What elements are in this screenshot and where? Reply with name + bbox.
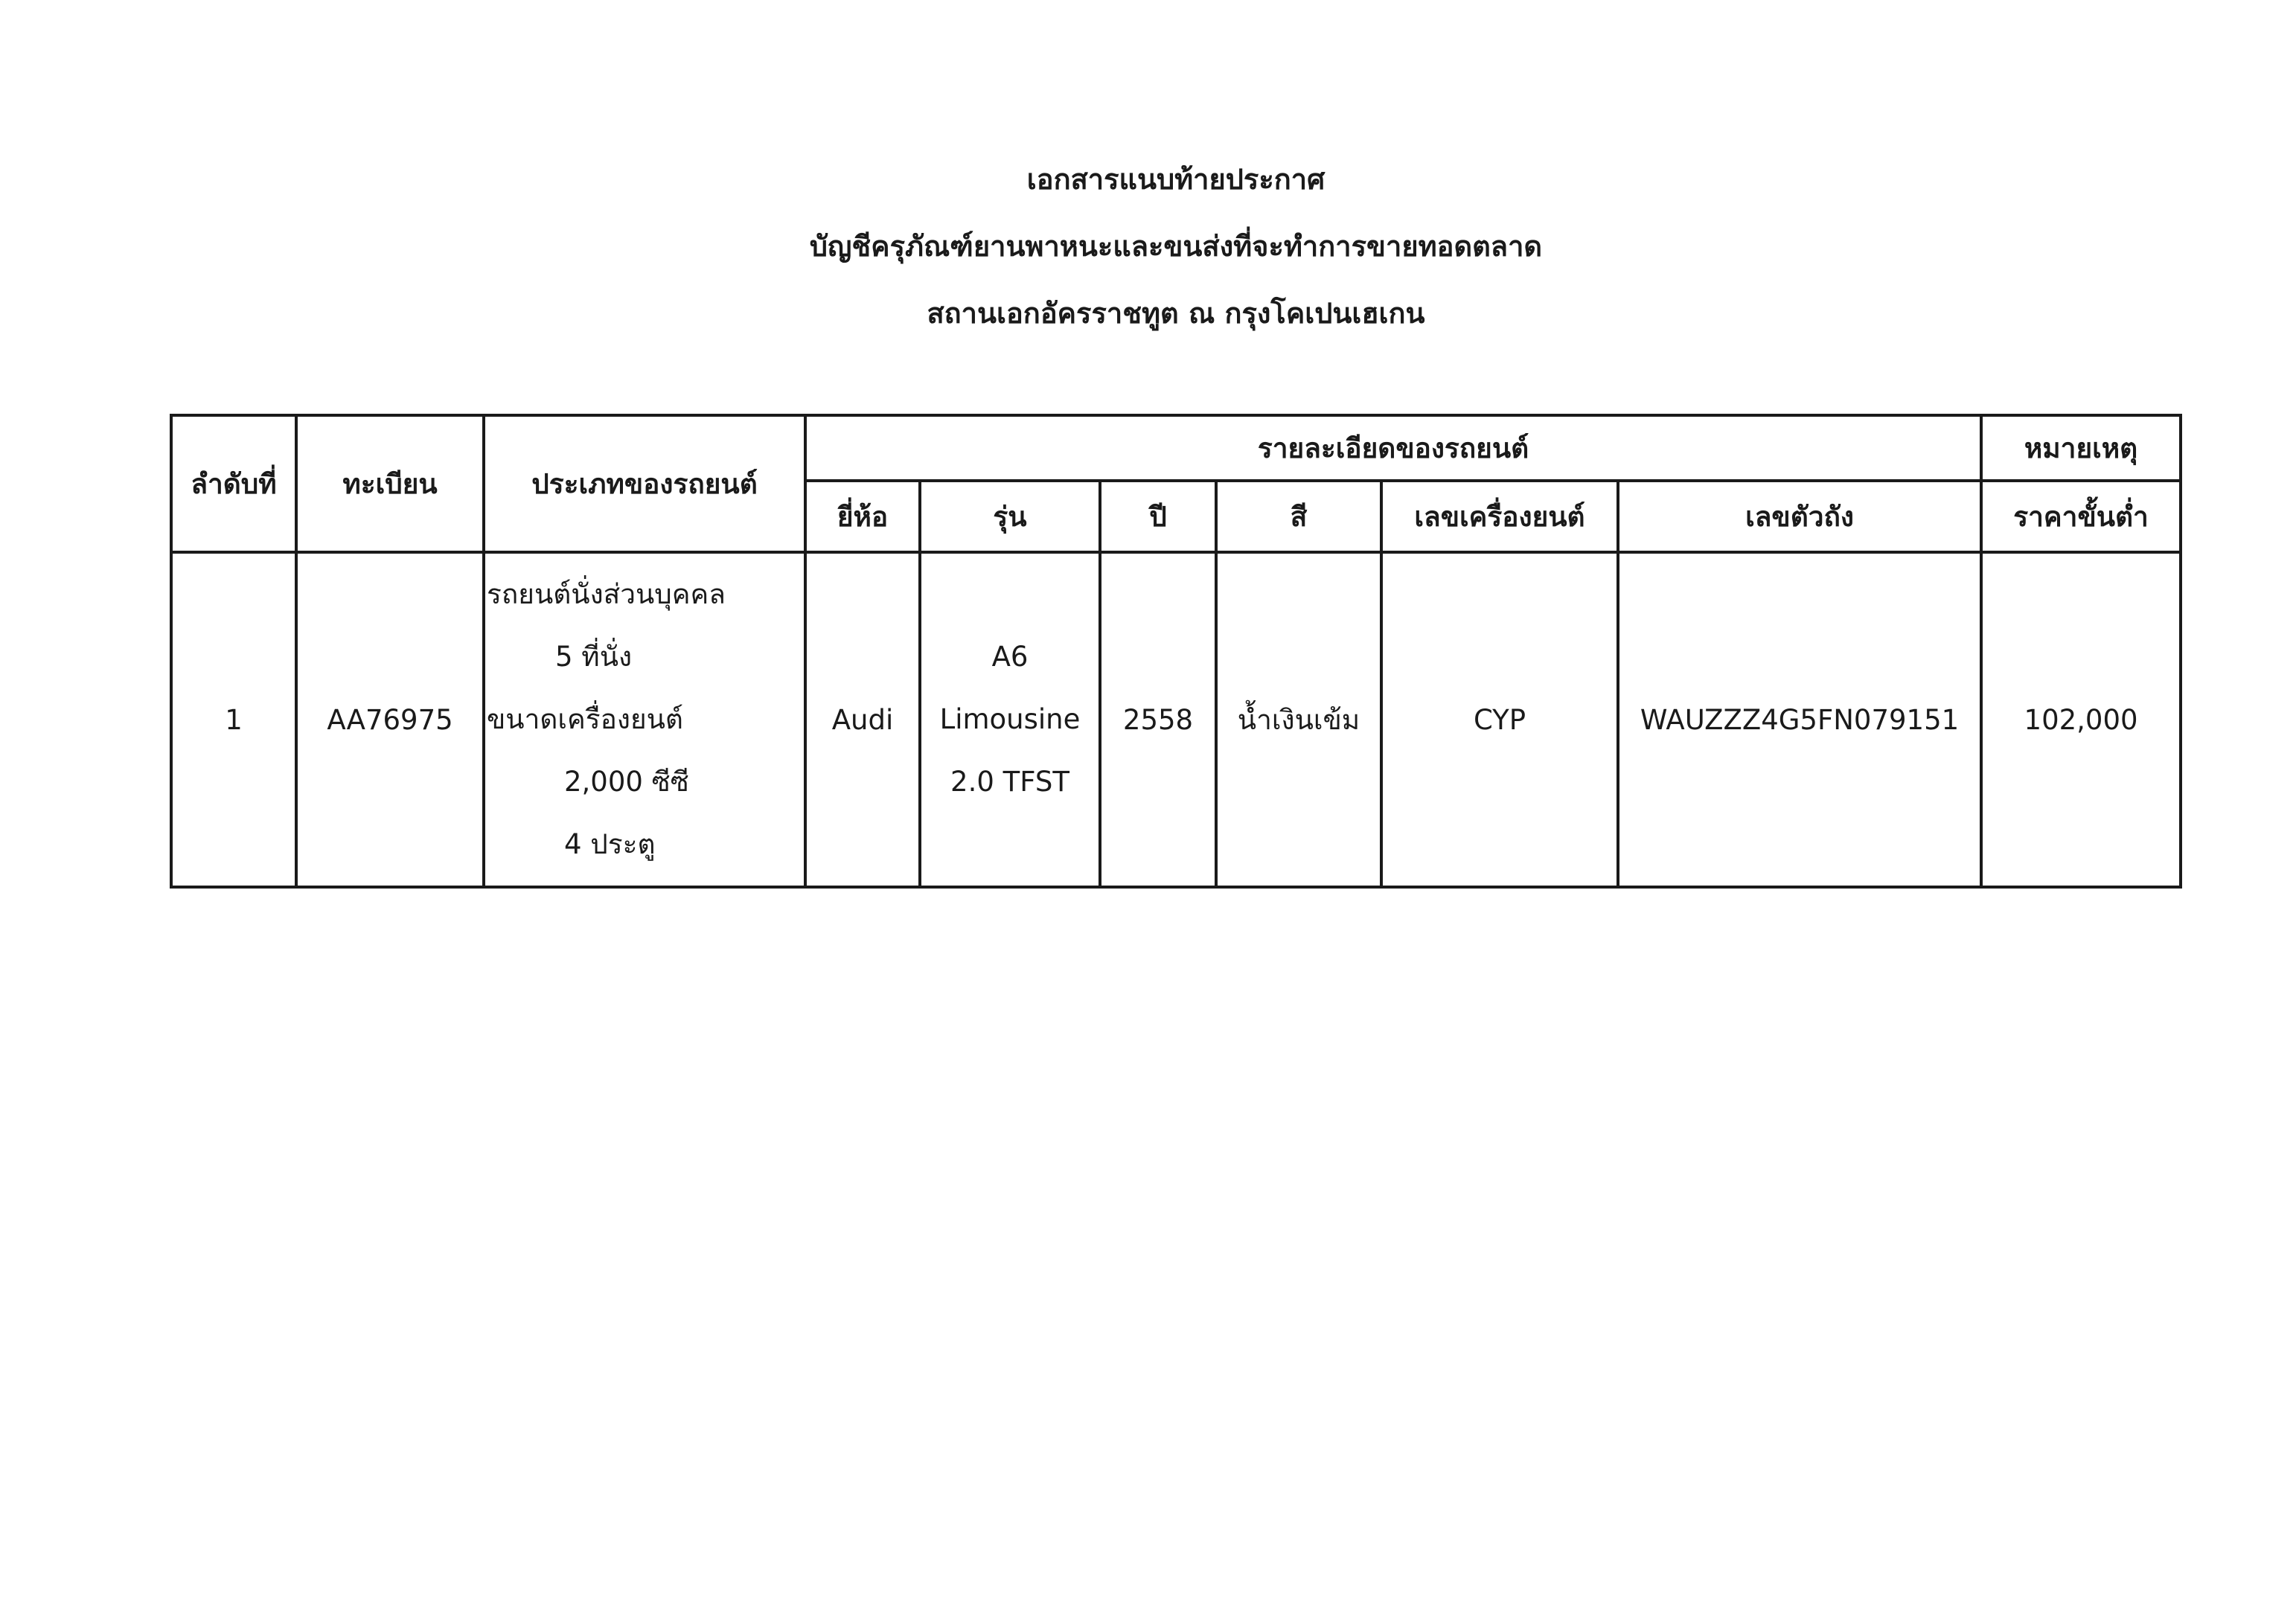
header-no: ลำดับที่: [171, 415, 296, 552]
header-min-price: ราคาขั้นต่ำ: [1981, 481, 2181, 552]
header-color: สี: [1216, 481, 1381, 552]
model-line: Limousine: [939, 703, 1081, 735]
cell-engine-no: CYP: [1381, 552, 1618, 887]
document-title: เอกสารแนบท้ายประกาศ: [1026, 163, 1326, 196]
header-remarks-group: หมายเหตุ: [1981, 415, 2181, 481]
cell-min-price: 102,000: [1981, 552, 2181, 887]
model-line: A6: [991, 641, 1029, 673]
vehicle-type-line: 5 ที่นั่ง: [555, 641, 633, 673]
cell-vehicle-type: [484, 552, 805, 887]
header-year: ปี: [1100, 481, 1216, 552]
cell-registration: AA76975: [296, 552, 484, 887]
cell-brand: Audi: [805, 552, 920, 887]
cell-color: น้ำเงินเข้ม: [1216, 552, 1381, 887]
header-registration: ทะเบียน: [296, 415, 484, 552]
vehicle-auction-table: [170, 414, 2182, 889]
cell-model: [920, 552, 1100, 887]
document-embassy-line: สถานเอกอัครราชทูต ณ กรุงโคเปนเฮเกน: [927, 297, 1425, 330]
header-engine-no: เลขเครื่องยนต์: [1381, 481, 1618, 552]
cell-no: 1: [171, 552, 296, 887]
header-details-group: รายละเอียดของรถยนต์: [805, 415, 1981, 481]
header-vehicle-type: ประเภทของรถยนต์: [484, 415, 805, 552]
vehicle-type-line: ขนาดเครื่องยนต์: [487, 703, 683, 735]
cell-year: 2558: [1100, 552, 1216, 887]
header-model: รุ่น: [920, 481, 1100, 552]
vehicle-type-line: รถยนต์นั่งส่วนบุคคล: [487, 578, 726, 610]
header-chassis-no: เลขตัวถัง: [1618, 481, 1981, 552]
vehicle-type-line: 4 ประตู: [564, 828, 656, 860]
cell-chassis-no: WAUZZZ4G5FN079151: [1618, 552, 1981, 887]
model-line: 2.0 TFST: [950, 766, 1069, 798]
vehicle-type-line: 2,000 ซีซี: [564, 766, 689, 798]
header-brand: ยี่ห้อ: [805, 481, 920, 552]
document-subtitle: บัญชีครุภัณฑ์ยานพาหนะและขนส่งที่จะทำการขายทอดตลาด: [809, 230, 1543, 263]
table-row: [171, 552, 2181, 887]
